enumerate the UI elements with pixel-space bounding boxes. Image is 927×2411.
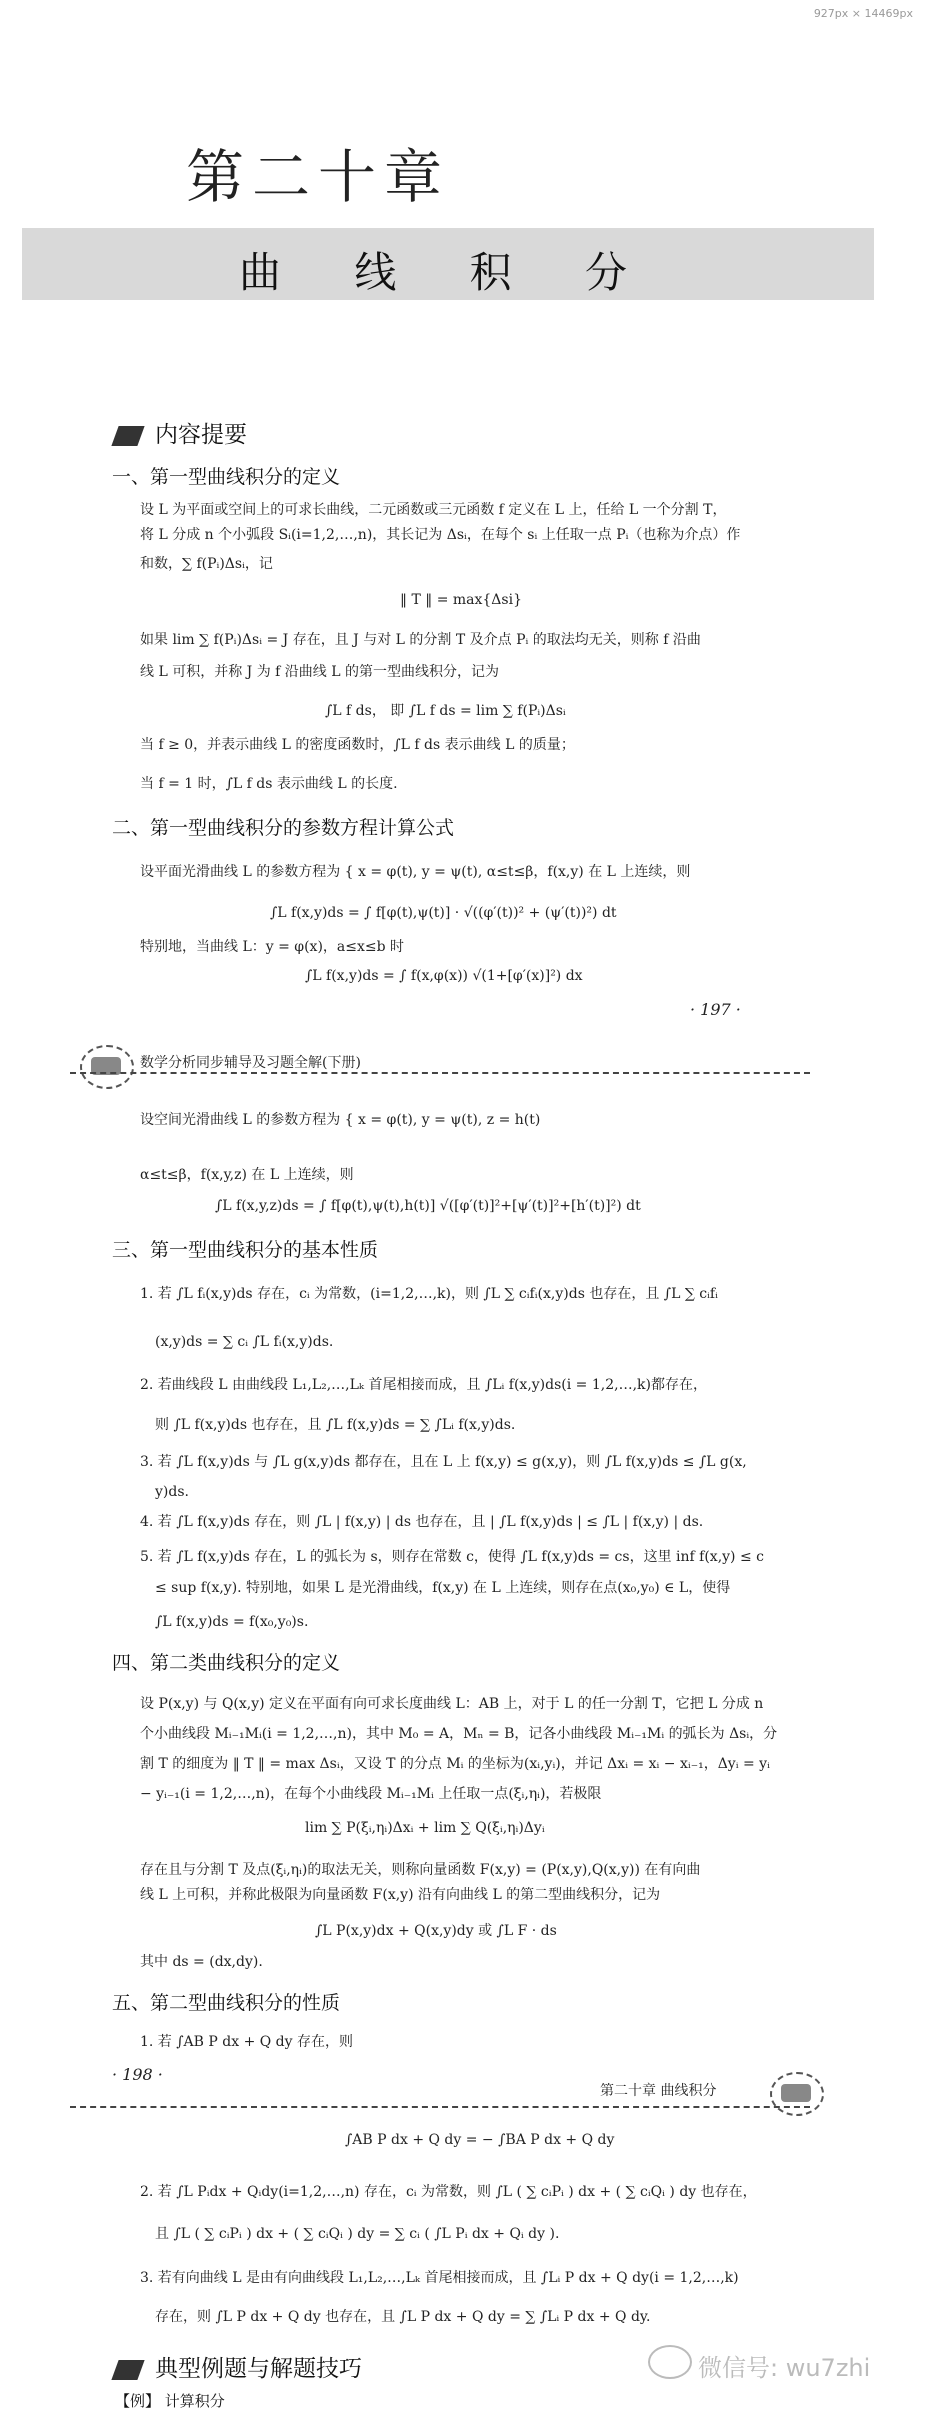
s1-p4: 如果 lim ∑ f(Pᵢ)Δsᵢ = J 存在，且 J 与对 L 的分割 T 及介点 Pᵢ 的取法均无关，则称 f 沿曲: [140, 632, 701, 648]
running-header-right: 第二十章 曲线积分: [600, 2083, 717, 2099]
section-4-heading: 四、第二类曲线积分的定义: [112, 1652, 341, 1674]
s1-formula-1: ‖ T ‖ = max{Δsi}: [400, 592, 522, 608]
s2-formula-2: ∫L f(x,y)ds = ∫ f(x,φ(x)) √(1+[φ′(x)]²) dx: [305, 968, 583, 984]
s4-p4: − yᵢ₋₁(i = 1,2,…,n)，在每个小曲线段 Mᵢ₋₁Mᵢ 上任取一点(ξᵢ,ηᵢ)，若极限: [140, 1786, 602, 1802]
chapter-title: 曲 线 积 分: [238, 248, 658, 297]
s4-formula-2: ∫L P(x,y)dx + Q(x,y)dy 或 ∫L F · ds: [315, 1923, 557, 1939]
book-icon: [111, 2360, 144, 2380]
s4-p2: 个小曲线段 Mᵢ₋₁Mᵢ(i = 1,2,…,n)，其中 M₀ = A，Mₙ = B，记各小曲线段 Mᵢ₋₁Mᵢ 的弧长为 Δsᵢ，分: [140, 1726, 778, 1742]
s3-item-2b: 则 ∫L f(x,y)ds 也存在，且 ∫L f(x,y)ds = ∑ ∫Lᵢ f(x,y)ds.: [155, 1417, 516, 1433]
s1-p5: 线 L 可积，并称 J 为 f 沿曲线 L 的第一型曲线积分，记为: [140, 664, 499, 680]
book-badge-icon: [80, 1045, 134, 1089]
header-divider-2: [70, 2106, 810, 2108]
dimension-label: 927px × 14469px: [813, 7, 913, 20]
book-badge-icon-2: [770, 2072, 824, 2116]
section-5-heading: 五、第二型曲线积分的性质: [112, 1992, 341, 2014]
s2-p1: 设平面光滑曲线 L 的参数方程为 { x = φ(t), y = ψ(t), α≤t≤β，f(x,y) 在 L 上连续，则: [140, 864, 691, 880]
s5b-item-3b: 存在，则 ∫L P dx + Q dy 也存在，且 ∫L P dx + Q dy = ∑ ∫Lᵢ P dx + Q dy.: [155, 2309, 651, 2325]
s5b-formula-1: ∫AB P dx + Q dy = − ∫BA P dx + Q dy: [345, 2132, 615, 2148]
s1-p7: 当 f = 1 时，∫L f ds 表示曲线 L 的长度.: [140, 776, 398, 792]
s2-formula-1: ∫L f(x,y)ds = ∫ f[φ(t),ψ(t)] · √((φ′(t))² + (ψ′(t))²) dt: [270, 905, 617, 921]
s2b-formula-1: ∫L f(x,y,z)ds = ∫ f[φ(t),ψ(t),h(t)] √([φ′(t)]²+[ψ′(t)]²+[h′(t)]²) dt: [215, 1198, 641, 1214]
s4-p5: 存在且与分割 T 及点(ξᵢ,ηᵢ)的取法无关，则称向量函数 F(x,y) = (P(x,y),Q(x,y)) 在有向曲: [140, 1862, 701, 1878]
s5b-item-2a: 2. 若 ∫L Pᵢdx + Qᵢdy(i=1,2,…,n) 存在，cᵢ 为常数，则 ∫L ( ∑ cᵢPᵢ ) dx + ( ∑ cᵢQᵢ ) dy 也存在，: [140, 2184, 757, 2200]
s1-formula-2: ∫L f ds， 即 ∫L f ds = lim ∑ f(Pᵢ)Δsᵢ: [325, 703, 566, 719]
s3-item-4: 4. 若 ∫L f(x,y)ds 存在，则 ∫L | f(x,y) | ds 也存在，且 | ∫L f(x,y)ds | ≤ ∫L | f(x,y) | ds.: [140, 1514, 704, 1530]
viewer-bar: [0, 0, 927, 26]
s2b-p1: 设空间光滑曲线 L 的参数方程为 { x = φ(t), y = ψ(t), z = h(t): [140, 1112, 541, 1128]
s4-p7: 其中 ds = (dx,dy).: [140, 1954, 263, 1970]
s5b-item-2b: 且 ∫L ( ∑ cᵢPᵢ ) dx + ( ∑ cᵢQᵢ ) dy = ∑ cᵢ ( ∫L Pᵢ dx + Qᵢ dy ).: [155, 2226, 560, 2242]
s4-p1: 设 P(x,y) 与 Q(x,y) 定义在平面有向可求长度曲线 L：AB 上，对于 L 的任一分割 T，它把 L 分成 n: [140, 1696, 764, 1712]
wechat-icon: [648, 2345, 692, 2379]
examples-title: 典型例题与解题技巧: [155, 2356, 362, 2382]
s3-item-1a: 1. 若 ∫L fᵢ(x,y)ds 存在，cᵢ 为常数，(i=1,2,…,k)，则 ∫L ∑ cᵢfᵢ(x,y)ds 也存在，且 ∫L ∑ cᵢfᵢ: [140, 1286, 718, 1302]
section-3-heading: 三、第一型曲线积分的基本性质: [112, 1239, 379, 1261]
section-1-heading: 一、第一型曲线积分的定义: [112, 466, 341, 488]
summary-title: 内容提要: [155, 422, 247, 448]
watermark-text: 微信号: wu7zhi: [698, 2354, 871, 2382]
section-2-heading: 二、第一型曲线积分的参数方程计算公式: [112, 817, 455, 839]
running-header-left: 数学分析同步辅导及习题全解(下册): [140, 1055, 361, 1071]
s3-item-1b: (x,y)ds = ∑ cᵢ ∫L fᵢ(x,y)ds.: [155, 1334, 334, 1350]
s1-p1: 设 L 为平面或空间上的可求长曲线，二元函数或三元函数 f 定义在 L 上，任给 L 一个分割 T，: [140, 502, 727, 518]
s3-item-5a: 5. 若 ∫L f(x,y)ds 存在，L 的弧长为 s，则存在常数 c，使得 ∫L f(x,y)ds = cs，这里 inf f(x,y) ≤ c: [140, 1549, 764, 1565]
s1-p2: 将 L 分成 n 个小弧段 Sᵢ(i=1,2,…,n)，其长记为 Δsᵢ，在每个 sᵢ 上任取一点 Pᵢ（也称为介点）作: [140, 527, 741, 543]
s5b-item-3a: 3. 若有向曲线 L 是由有向曲线段 L₁,L₂,…,Lₖ 首尾相接而成，且 ∫Lᵢ P dx + Q dy(i = 1,2,…,k): [140, 2270, 739, 2286]
s2b-p2: α≤t≤β，f(x,y,z) 在 L 上连续，则: [140, 1167, 354, 1183]
s5-item-1: 1. 若 ∫AB P dx + Q dy 存在，则: [140, 2034, 354, 2050]
s3-item-2a: 2. 若曲线段 L 由曲线段 L₁,L₂,…,Lₖ 首尾相接而成，且 ∫Lᵢ f(x,y)ds(i = 1,2,…,k)都存在，: [140, 1377, 707, 1393]
example-label: 【例】 计算积分: [115, 2392, 225, 2410]
chapter-title-band: [22, 228, 874, 300]
s4-p3: 割 T 的细度为 ‖ T ‖ = max Δsᵢ，又设 T 的分点 Mᵢ 的坐标为(xᵢ,yᵢ)，并记 Δxᵢ = xᵢ − xᵢ₋₁，Δyᵢ = yᵢ: [140, 1756, 770, 1772]
s4-p6: 线 L 上可积，并称此极限为向量函数 F(x,y) 沿有向曲线 L 的第二型曲线积分，记为: [140, 1887, 661, 1903]
chapter-number: 第二十章: [186, 143, 451, 211]
s1-p3: 和数，∑ f(Pᵢ)Δsᵢ，记: [140, 556, 273, 572]
s3-item-5c: ∫L f(x,y)ds = f(x₀,y₀)s.: [155, 1614, 309, 1630]
page-number-198: · 198 ·: [112, 2065, 163, 2084]
s2-p2: 特别地，当曲线 L：y = φ(x)，a≤x≤b 时: [140, 939, 405, 955]
book-icon: [111, 426, 144, 446]
s1-p6: 当 f ≥ 0，并表示曲线 L 的密度函数时，∫L f ds 表示曲线 L 的质量；: [140, 737, 575, 753]
s3-item-3a: 3. 若 ∫L f(x,y)ds 与 ∫L g(x,y)ds 都存在，且在 L 上 f(x,y) ≤ g(x,y)，则 ∫L f(x,y)ds ≤ ∫L g(x,: [140, 1454, 747, 1470]
s4-formula-1: lim ∑ P(ξᵢ,ηᵢ)Δxᵢ + lim ∑ Q(ξᵢ,ηᵢ)Δyᵢ: [305, 1820, 545, 1836]
page-number-197: · 197 ·: [690, 1000, 741, 1019]
header-divider: [70, 1072, 810, 1074]
summary-heading: [115, 416, 247, 449]
examples-heading: [115, 2350, 362, 2383]
s3-item-5b: ≤ sup f(x,y). 特别地，如果 L 是光滑曲线，f(x,y) 在 L 上连续，则存在点(x₀,y₀) ∈ L，使得: [155, 1580, 731, 1596]
s3-item-3b: y)ds.: [155, 1484, 189, 1500]
